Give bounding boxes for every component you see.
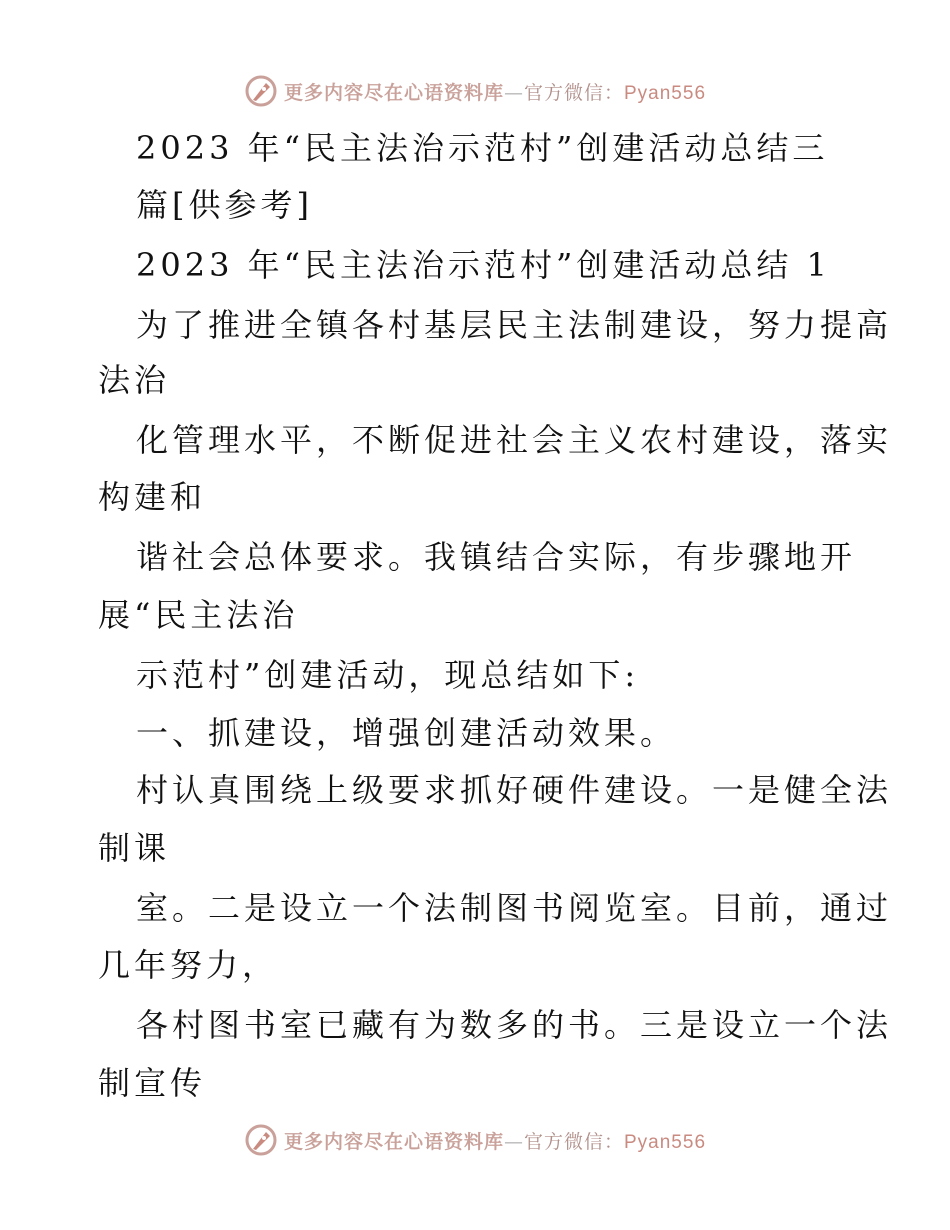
doc-line: 谐社会总体要求。我镇结合实际，有步骤地开 (136, 538, 857, 576)
watermark-sub-text: 官方微信： (523, 1130, 624, 1153)
pen-nib-logo-icon (244, 1123, 278, 1157)
doc-line: 展“民主法治 (98, 596, 299, 634)
watermark-main-text: 更多内容尽在心语资料库 (283, 81, 504, 104)
footer-watermark (0, 1122, 950, 1158)
doc-line: 化管理水平，不断促进社会主义农村建设，落实 (136, 421, 893, 459)
watermark-separator: — (503, 81, 524, 104)
doc-line: 构建和 (98, 478, 207, 516)
doc-subtitle: 2023 年“民主法治示范村”创建活动总结 1 (136, 246, 831, 284)
doc-line: 各村图书室已藏有为数多的书。三是设立一个法 (136, 1006, 893, 1044)
watermark-id: Pyan556 (624, 82, 707, 104)
doc-title-line-1: 2023 年“民主法治示范村”创建活动总结三 (136, 129, 829, 167)
watermark-sub-text: 官方微信： (523, 81, 624, 104)
doc-section-heading: 一、抓建设，增强创建活动效果。 (136, 714, 677, 752)
doc-line: 村认真围绕上级要求抓好硬件建设。一是健全法 (136, 771, 893, 809)
doc-line: 为了推进全镇各村基层民主法制建设，努力提高 (136, 306, 893, 344)
doc-line: 法治 (98, 361, 171, 399)
doc-line: 几年努力， (98, 946, 279, 984)
watermark-id: Pyan556 (624, 1131, 707, 1153)
doc-line: 制课 (98, 829, 171, 867)
doc-line: 室。二是设立一个法制图书阅览室。目前，通过 (136, 889, 893, 927)
doc-line: 制宣传 (98, 1064, 207, 1102)
watermark-main-text: 更多内容尽在心语资料库 (283, 1130, 504, 1153)
watermark-separator: — (503, 1130, 524, 1153)
doc-line: 示范村”创建活动，现总结如下: (136, 656, 640, 694)
doc-title-line-2: 篇[供参考] (136, 186, 313, 224)
